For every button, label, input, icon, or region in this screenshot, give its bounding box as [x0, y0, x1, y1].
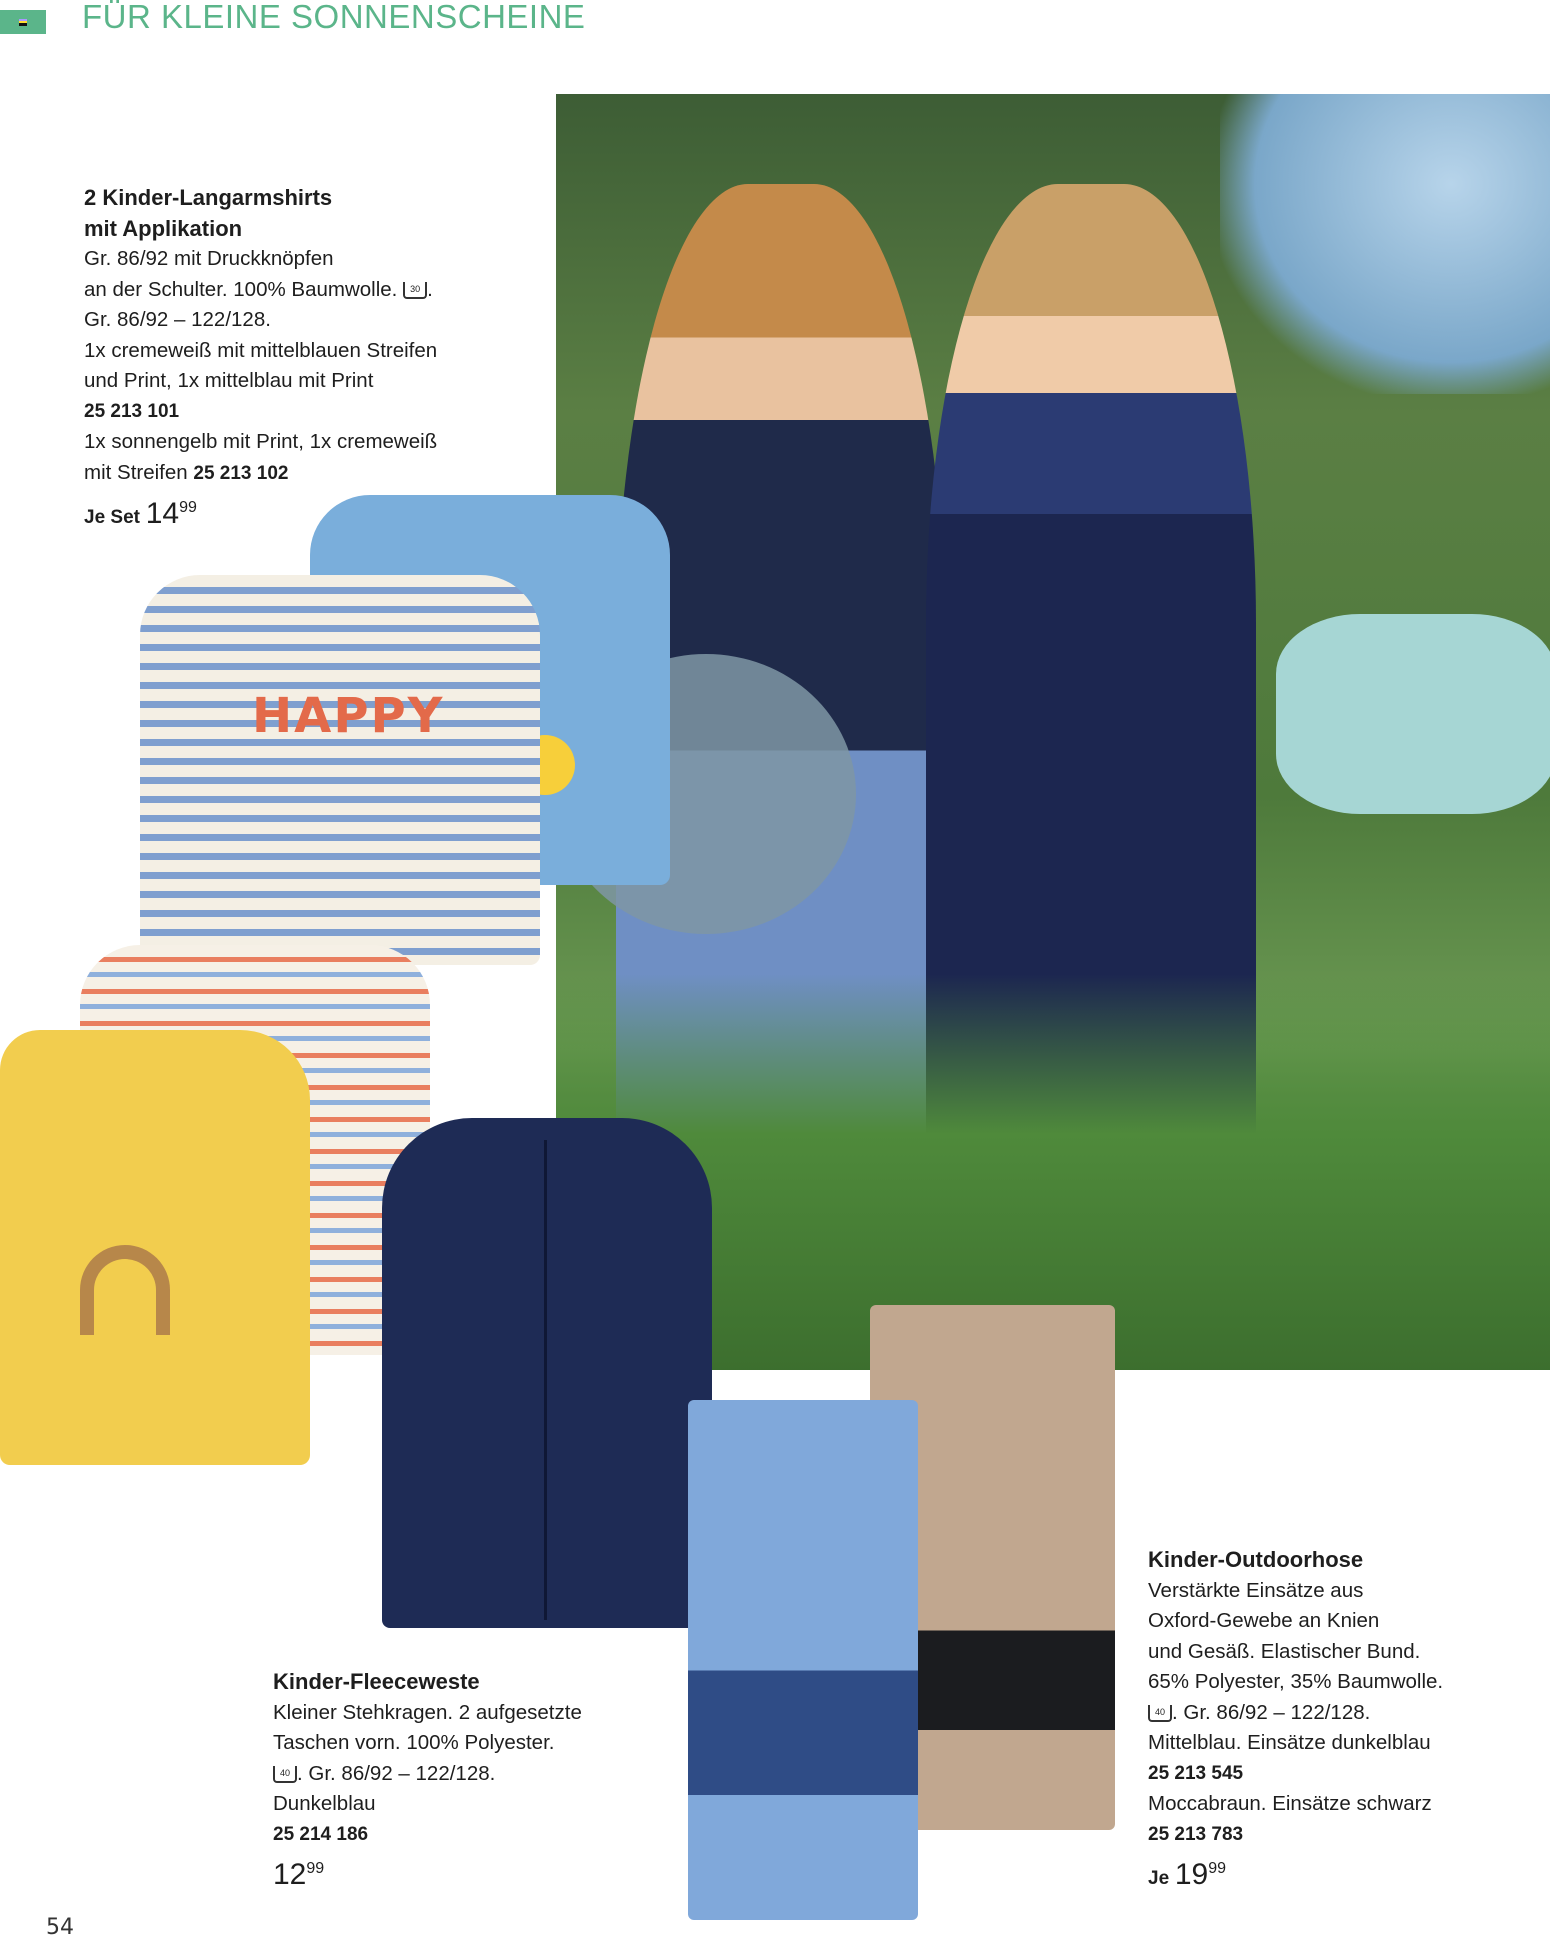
mittelblau-pants-image	[688, 1400, 918, 1920]
product-name: Kinder-Outdoorhose	[1148, 1547, 1364, 1572]
price-prefix: Je Set	[84, 507, 140, 528]
fleece-vest-image	[382, 1118, 712, 1628]
product-desc: und Print, 1x mittelblau mit Print	[84, 369, 374, 392]
article-number: 25 213 783	[1148, 1823, 1244, 1845]
article-number: 25 213 545	[1148, 1762, 1244, 1784]
product-name: mit Applikation	[84, 215, 243, 241]
fleeceweste-description	[273, 1667, 582, 1891]
price: $19^{99}$	[1174, 1858, 1227, 1891]
product-sizes: . Gr. 86/92 – 122/128.	[297, 1761, 496, 1785]
page-number: 54	[46, 1915, 74, 1940]
product-sizes: . Gr. 86/92 – 122/128.	[1172, 1700, 1371, 1724]
striped-shirt-image	[140, 575, 540, 965]
product-desc: Taschen vorn. 100% Polyester.	[273, 1731, 555, 1754]
article-number: 25 213 102	[193, 462, 289, 484]
product-color: Dunkelblau	[273, 1792, 376, 1815]
vest-zipper	[544, 1140, 547, 1620]
outdoorhose-description	[1148, 1545, 1443, 1895]
product-name: 2 Kinder-Langarmshirts	[84, 185, 333, 210]
article-number: 25 214 186	[273, 1823, 369, 1845]
article-number: 25 213 101	[84, 400, 180, 422]
wash-40-icon: 40	[273, 1766, 297, 1783]
product-color: Mittelblau. Einsätze dunkelblau	[1148, 1731, 1431, 1754]
page-title: FÜR KLEINE SONNENSCHEINE	[82, 0, 586, 35]
yellow-shirt-image	[0, 1030, 310, 1465]
product-desc: mit Streifen	[84, 460, 188, 484]
wash-30-icon: 30	[403, 282, 427, 299]
product-desc: 1x cremeweiß mit mittelblauen Streifen	[84, 338, 438, 362]
product-desc: Kleiner Stehkragen. 2 aufgesetzte	[273, 1700, 582, 1724]
product-desc: Oxford-Gewebe an Knien	[1148, 1609, 1380, 1632]
product-desc: 65% Polyester, 35% Baumwolle.	[1148, 1670, 1444, 1693]
product-desc: und Gesäß. Elastischer Bund.	[1148, 1639, 1421, 1663]
product-desc: Gr. 86/92 mit Druckknöpfen	[84, 247, 334, 270]
price: $12^{99}$	[273, 1858, 325, 1891]
color-marker-icon	[19, 19, 27, 26]
price: $14^{99}$	[145, 497, 197, 530]
section-tag	[0, 10, 46, 34]
happy-print: HAPPY	[252, 688, 445, 744]
price-prefix: Je	[1148, 1868, 1170, 1889]
langarmshirts-description: 2 Kinder-Langarmshirts mit Applikation Gr. 86/92 mit Druckknöpfen an der Schulter. 100% Baumwolle. 30 . Gr. 86/92 – 122/128. 1x cremeweiß mit mittelblauen Streifen und Print, 1x mittelblau mit Print 25 213 101 1x sonnengelb mit Print, 1x cremeweiß mit Streifen 25 213 102 Je Set $14^{99}$	[84, 185, 438, 530]
product-sizes: Gr. 86/92 – 122/128.	[84, 308, 271, 331]
product-desc: 1x sonnengelb mit Print, 1x cremeweiß	[84, 430, 438, 453]
rainbow-print-icon	[80, 1245, 170, 1335]
product-desc: Verstärkte Einsätze aus	[1148, 1578, 1364, 1602]
wash-40-icon: 40	[1148, 1705, 1172, 1722]
product-desc: an der Schulter. 100% Baumwolle.	[84, 277, 398, 301]
product-color: Moccabraun. Einsätze schwarz	[1148, 1792, 1432, 1815]
product-name: Kinder-Fleeceweste	[273, 1669, 480, 1694]
